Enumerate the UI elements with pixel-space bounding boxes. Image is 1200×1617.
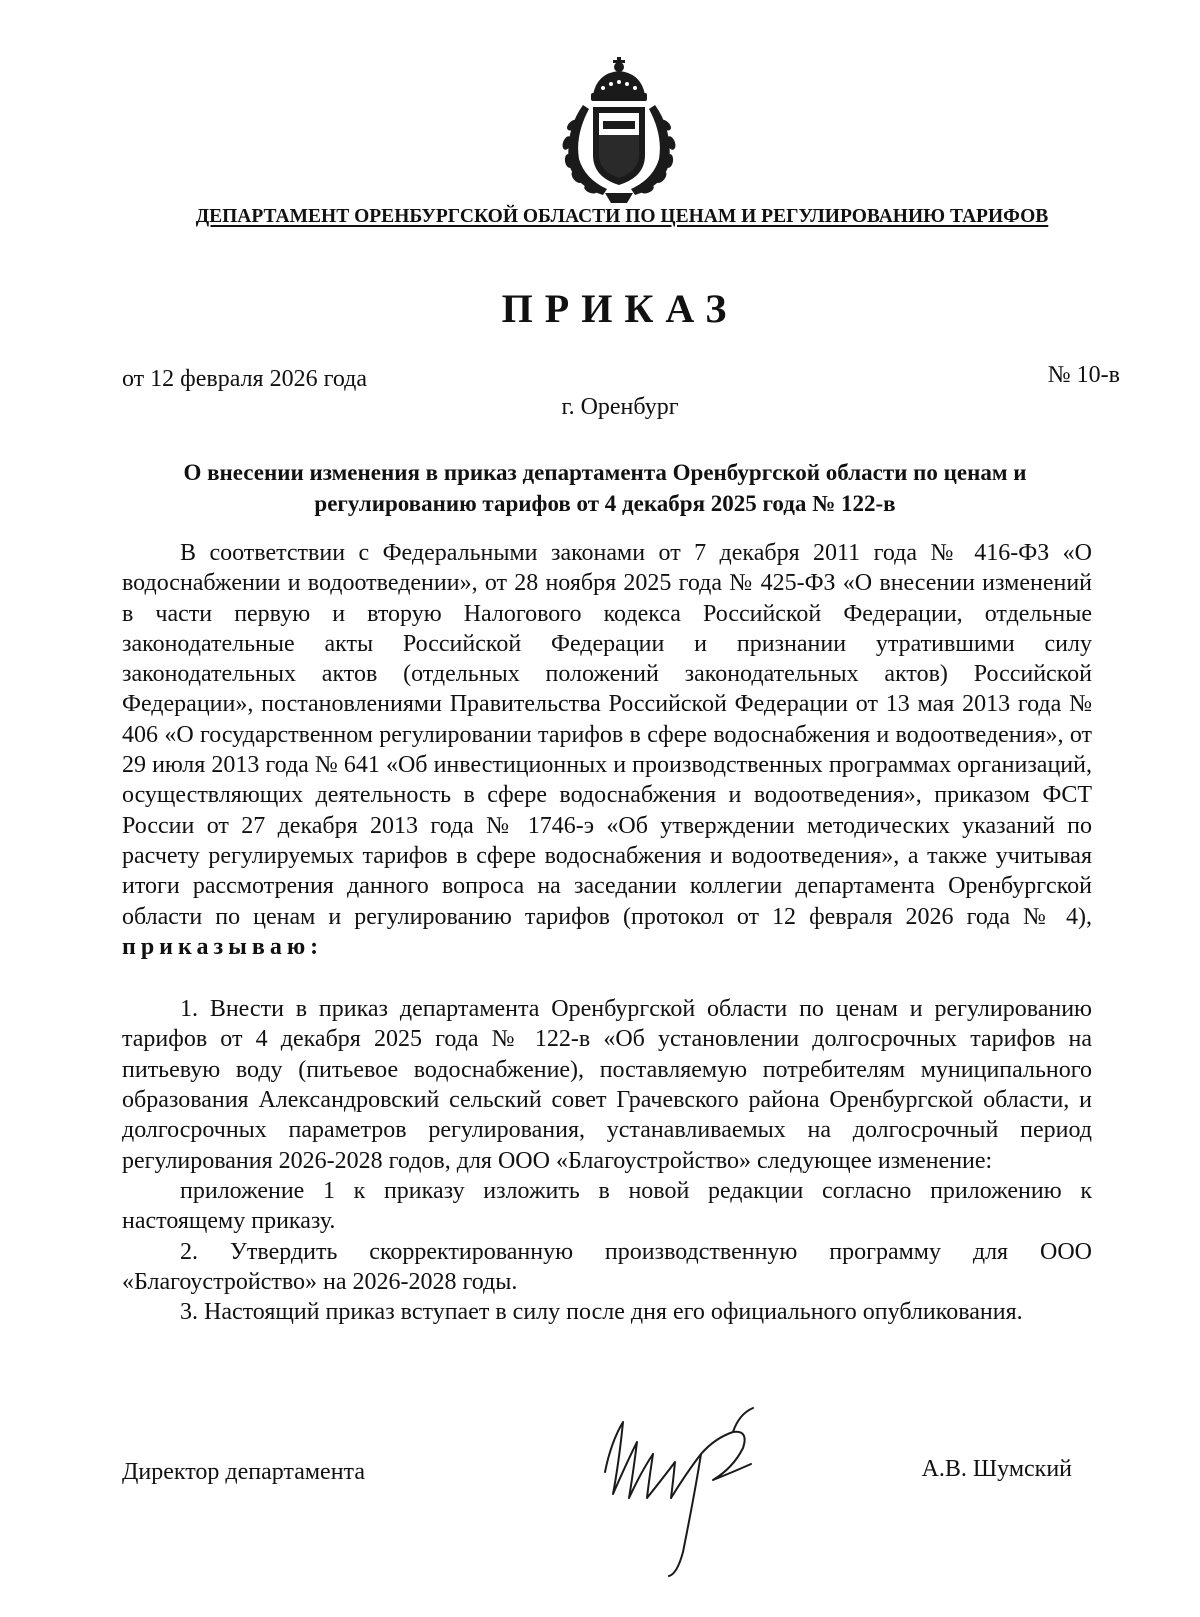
document-number: № 10-в (1047, 362, 1120, 388)
item-2: 2. Утвердить скорректированную производственную программу для ООО «Благоустройство» на 2026-2028 годы. (122, 1238, 1092, 1295)
document-title: ПРИКАЗ (501, 286, 739, 331)
signatory-position: Директор департамента (122, 1459, 365, 1485)
document-city: г. Оренбург (561, 394, 679, 420)
preamble-paragraph (122, 538, 1092, 962)
preamble-text: В соответствии с Федеральными законами от 7 декабря 2011 года № 416-ФЗ «О водоснабжении и водоотведении», от 28 ноября 2025 года № 425-ФЗ «О внесении изменений в части первую и вторую Налогового кодекса Российской Федерации, отдельные законодательные акты Российской Федерации и признании утратившими силу законодательных актов (отдельных положений законодательных актов) Российской Федерации», постановлениями Правительства Российской Федерации от 13 мая 2013 года № 406 «О государственном регулировании тарифов в сфере водоснабжения и водоотведения», от 29 июля 2013 года № 641 «Об инвестиционных и производственных программах организаций, осуществляющих деятельность в сфере водоснабжения и водоотведения», приказом ФСТ России от 27 декабря 2013 года № 1746-э «Об утверждении методических указаний по расчету регулируемых тарифов в сфере водоснабжения и водоотведения», а также учитывая итоги рассмотрения данного вопроса на заседании коллегии департамента Оренбургской области по ценам и регулированию тарифов (протокол от 12 февраля 2026 года № 4), (122, 540, 1092, 930)
department-name: ДЕПАРТАМЕНТ ОРЕНБУРГСКОЙ ОБЛАСТИ ПО ЦЕНАМ И РЕГУЛИРОВАНИЮ ТАРИФОВ (195, 206, 1049, 227)
item-1-sub: приложение 1 к приказу изложить в новой редакции согласно приложению к настоящему приказу. (122, 1177, 1092, 1235)
signatory-name: А.В. Шумский (921, 1456, 1072, 1482)
handwritten-signature (583, 1402, 793, 1582)
document-date: от 12 февраля 2026 года (122, 366, 368, 392)
coat-of-arms-icon (553, 55, 685, 205)
document-subject: О внесении изменения в приказ департамента Оренбургской области по ценам и регулированию тарифов от 4 декабря 2025 года № 122-в (183, 460, 1027, 516)
item-1: 1. Внести в приказ департамента Оренбургской области по ценам и регулированию тарифов от 4 декабря 2025 года № 122-в «Об установлении долгосрочных тарифов на питьевую воду (питьевое водоснабжение), поставляемую потребителям муниципального образования Александровский сельский совет Грачевского района Оренбургской области, и долгосрочных параметров регулирования, устанавливаемых на долгосрочный период регулирования 2026-2028 годов, для ООО «Благоустройство» следующее изменение: (122, 996, 1092, 1174)
document-body (122, 538, 1092, 1327)
item-3: 3. Настоящий приказ вступает в силу после дня его официального опубликования. (180, 1299, 1023, 1326)
order-word: приказываю: (122, 933, 324, 960)
